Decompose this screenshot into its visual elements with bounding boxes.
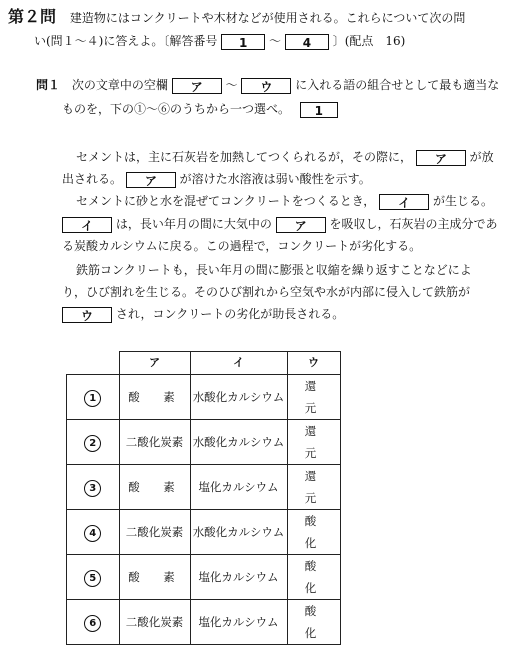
table-row <box>67 375 341 420</box>
option-a: 酸 素 <box>119 465 190 510</box>
passage-text: され，コンクリートの劣化が助長される。 <box>115 307 345 321</box>
passage-text: セメントは，主に石灰岩を加熱してつくられるが，その際に， <box>76 150 413 164</box>
option-a: 酸 素 <box>119 555 190 600</box>
intro-line2 <box>34 30 405 52</box>
passage-text: セメントに砂と水を混ぜてコンクリートをつくるとき， <box>76 194 376 208</box>
tilde-text: ～ <box>269 34 282 48</box>
answer-number-box: 1 <box>300 102 338 118</box>
passage-text: が生じる。 <box>432 194 493 208</box>
answer-range-end-box: 4 <box>285 34 329 50</box>
answer-range-start-box: 1 <box>221 34 265 50</box>
option-number: 2 <box>84 435 101 452</box>
option-number: 5 <box>84 570 101 587</box>
option-a: 二酸化炭素 <box>119 420 190 465</box>
intro-line2-text: い(問１～４)に答えよ。〔解答番号 <box>34 34 218 48</box>
header-a: ア <box>119 352 190 375</box>
passage-line8 <box>62 303 344 325</box>
blank-a-box: ア <box>172 78 222 94</box>
option-number: 4 <box>84 525 101 542</box>
table-row <box>67 420 341 465</box>
option-a: 二酸化炭素 <box>119 600 190 645</box>
table-row <box>67 600 341 645</box>
option-i: 水酸化カルシウム <box>190 510 287 555</box>
blank-a-box: ア <box>276 217 326 233</box>
passage-text: を吸収し，石灰岩の主成分であ <box>329 217 498 231</box>
passage-line4 <box>62 213 498 235</box>
passage-text: る炭酸カルシウムに戻る。この過程で，コンクリートが劣化する。 <box>62 239 422 253</box>
option-u: 還 元 <box>287 465 340 510</box>
question-text-1: 次の文章中の空欄 <box>71 78 168 92</box>
passage-line3 <box>76 190 493 212</box>
blank-i-box: イ <box>62 217 112 233</box>
question-line1 <box>36 74 499 96</box>
table-row <box>67 555 341 600</box>
option-i: 塩化カルシウム <box>190 465 287 510</box>
table-header-row <box>67 352 341 375</box>
table-row <box>67 465 341 510</box>
section-header <box>8 6 465 29</box>
option-u: 酸 化 <box>287 600 340 645</box>
option-number: 6 <box>84 615 101 632</box>
passage-text: 鉄筋コンクリートも，長い年月の間に膨張と収縮を繰り返すことなどによ <box>76 263 472 277</box>
header-u: ウ <box>287 352 340 375</box>
question-text-3: ものを，下の①～⑥のうちから一つ選べ。 <box>62 102 291 116</box>
option-number: 3 <box>84 480 101 497</box>
option-number: 1 <box>84 390 101 407</box>
intro-line1: 建造物にはコンクリートや木材などが使用される。これらについて次の問 <box>69 11 466 25</box>
table-corner <box>67 352 120 375</box>
option-a: 二酸化炭素 <box>119 510 190 555</box>
option-i: 水酸化カルシウム <box>190 375 287 420</box>
passage-line6 <box>76 259 472 281</box>
option-i: 塩化カルシウム <box>190 555 287 600</box>
passage-text: 出される。 <box>62 172 123 186</box>
options-table <box>66 351 341 645</box>
blank-u-box: ウ <box>241 78 291 94</box>
passage-line7 <box>62 281 470 303</box>
passage-text: り，ひび割れを生じる。そのひび割れから空気や水が内部に侵入して鉄筋が <box>62 285 471 299</box>
passage-text: が放 <box>469 150 494 164</box>
blank-a-box: ア <box>416 150 466 166</box>
blank-a-box: ア <box>126 172 176 188</box>
passage-line2 <box>62 168 371 190</box>
passage-line5 <box>62 235 421 257</box>
blank-tilde: ～ <box>225 78 238 92</box>
option-u: 還 元 <box>287 375 340 420</box>
option-i: 塩化カルシウム <box>190 600 287 645</box>
question-line2 <box>62 98 338 120</box>
option-u: 酸 化 <box>287 510 340 555</box>
passage-text: が溶けた水溶液は弱い酸性を示す。 <box>179 172 371 186</box>
blank-i-box: イ <box>379 194 429 210</box>
question-text-2: に入れる語の組合せとして最も適当な <box>295 78 500 92</box>
question-label: 問１ <box>36 78 61 92</box>
option-i: 水酸化カルシウム <box>190 420 287 465</box>
option-a: 酸 素 <box>119 375 190 420</box>
header-i: イ <box>190 352 287 375</box>
passage-line1 <box>76 146 494 168</box>
points-text: 〕(配点 16) <box>332 34 406 48</box>
blank-u-box: ウ <box>62 307 112 323</box>
option-u: 酸 化 <box>287 555 340 600</box>
option-u: 還 元 <box>287 420 340 465</box>
table-row <box>67 510 341 555</box>
passage-text: は，長い年月の間に大気中の <box>115 217 272 231</box>
section-title: 第２問 <box>8 7 57 26</box>
